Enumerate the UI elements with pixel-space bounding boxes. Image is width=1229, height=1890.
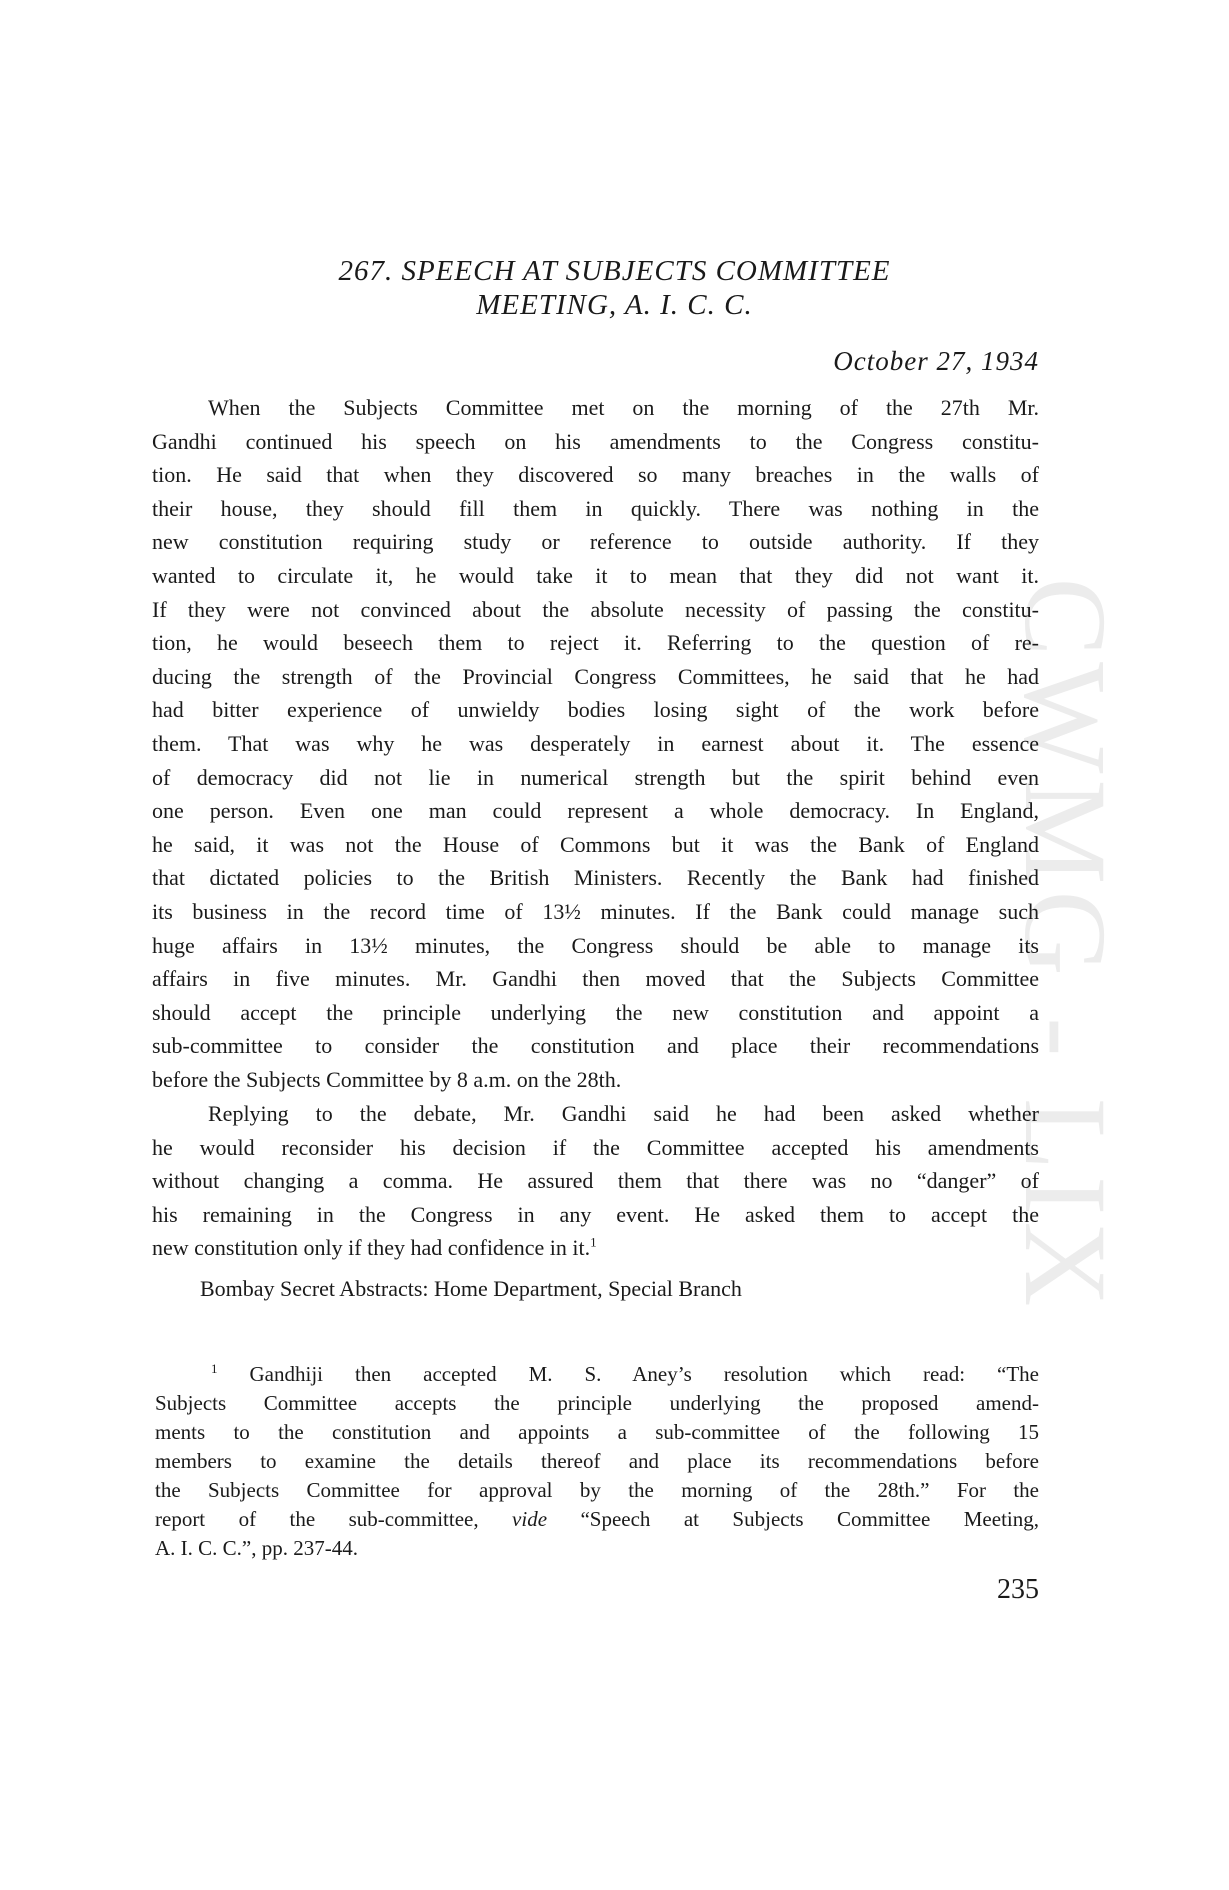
text-line-content: his remaining in the Congress in any event. He asked them to accept the [152,1201,1039,1227]
text-line-content: before the Subjects Committee by 8 a.m. on the 28th. [152,1066,622,1092]
document-title-line-2: MEETING, A. I. C. C. [476,289,753,321]
text-line-content: Gandhi continued his speech on his amendments to the Congress constitu- [152,428,1039,454]
text-line [152,391,1039,425]
footnote-line: Subjects Committee accepts the principle underlying the proposed amend- [155,1391,1039,1415]
footnote [155,1360,1039,1563]
text-line [152,1231,1039,1265]
text-line [152,861,1039,895]
text-line-content: new constitution only if they had confidence in it. [152,1235,591,1261]
text-line-content: new constitution requiring study or reference to outside authority. If they [152,529,1039,555]
text-line [152,693,1039,727]
text-line-content: he said, it was not the House of Commons but it was the Bank of England [152,831,1039,857]
paragraph-1 [152,391,1039,1096]
text-line-content: wanted to circulate it, he would take it to mean that they did not want it. [152,562,1039,588]
text-line [152,1131,1039,1165]
footnote-line: members to examine the details thereof and place its recommendations before [155,1449,1039,1473]
text-line [152,1097,1039,1131]
text-line [152,525,1039,559]
footnote-line-text: Gandhiji then accepted M. S. Aney’s resolution which read: “The [249,1362,1039,1386]
footnote-line: ments to the constitution and appoints a sub-committee of the following 15 [155,1420,1039,1444]
text-line-content: of democracy did not lie in numerical strength but the spirit behind even [152,764,1039,790]
footnote-line: A. I. C. C.”, pp. 237-44. [155,1536,358,1560]
text-line-content: tion, he would beseech them to reject it. Referring to the question of re- [152,630,1039,656]
paragraph-2 [152,1097,1039,1265]
text-line [152,660,1039,694]
text-line [152,1029,1039,1063]
text-line [152,425,1039,459]
page-number: 235 [997,1574,1039,1605]
text-line-content: one person. Even one man could represent a whole democracy. In England, [152,798,1039,824]
footnote-line: the Subjects Committee for approval by the morning of the 28th.” For the [155,1478,1039,1502]
footnote-marker: 1 [211,1361,218,1376]
text-line [152,559,1039,593]
document-date: October 27, 1934 [833,346,1039,376]
text-line [152,626,1039,660]
footnote-reference[interactable]: 1 [590,1235,597,1251]
text-line-content: When the Subjects Committee met on the morning of the 27th Mr. [208,395,1039,420]
text-line-content: affairs in five minutes. Mr. Gandhi then moved that the Subjects Committee [152,966,1039,992]
text-line-content: huge affairs in 13½ minutes, the Congress should be able to manage its [152,932,1039,958]
text-line-content: their house, they should fill them in quickly. There was nothing in the [152,495,1039,521]
footnote-line [155,1360,1039,1389]
footnote-text: “Speech at Subjects Committee Meeting, [547,1507,1039,1531]
text-line [152,828,1039,862]
footnote-text: report of the sub-committee, [155,1507,513,1531]
text-line [152,593,1039,627]
text-line [152,492,1039,526]
text-line-content: If they were not convinced about the absolute necessity of passing the constitu- [152,596,1039,622]
text-line-content: sub-committee to consider the constitution and place their recommendations [152,1033,1039,1059]
text-line-content: ducing the strength of the Provincial Congress Committees, he said that he had [152,663,1039,689]
text-line [152,1198,1039,1232]
text-line-content: tion. He said that when they discovered so many breaches in the walls of [152,462,1039,488]
text-line [152,1063,1039,1097]
text-line [152,458,1039,492]
text-line [152,996,1039,1030]
text-line [152,1164,1039,1198]
text-line-content: that dictated policies to the British Ministers. Recently the Bank had finished [152,865,1039,891]
text-line-content: them. That was why he was desperately in earnest about it. The essence [152,730,1039,756]
text-line-content: should accept the principle underlying the new constitution and appoint a [152,999,1039,1025]
text-line-content: without changing a comma. He assured them that there was no “danger” of [152,1168,1039,1194]
watermark: CWMG - LIX [1000,577,1131,1313]
text-line [152,727,1039,761]
text-line [152,794,1039,828]
text-line [152,761,1039,795]
source-citation: Bombay Secret Abstracts: Home Department, Special Branch [200,1276,742,1301]
footnote-vide: vide [512,1507,548,1531]
text-line [152,895,1039,929]
text-line [152,929,1039,963]
text-line-content: Replying to the debate, Mr. Gandhi said he had been asked whether [208,1101,1039,1126]
document-title-line-1: 267. SPEECH AT SUBJECTS COMMITTEE [338,255,891,287]
text-line [152,962,1039,996]
text-line-content: its business in the record time of 13½ minutes. If the Bank could manage such [152,898,1039,924]
text-line-content: he would reconsider his decision if the Committee accepted his amendments [152,1134,1039,1160]
footnote-line [155,1505,1039,1534]
text-line-content: had bitter experience of unwieldy bodies losing sight of the work before [152,697,1039,723]
